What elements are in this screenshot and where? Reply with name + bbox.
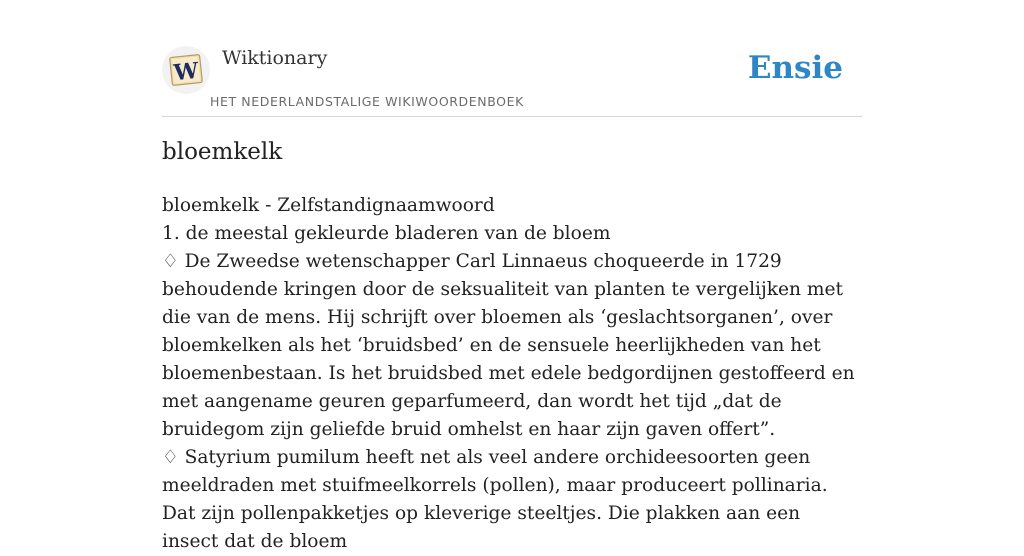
entry-content: [162, 192, 862, 556]
wiktionary-logo[interactable]: [162, 46, 210, 94]
example-sentence: ♢ De Zweedse wetenschapper Carl Linnaeus choqueerde in 1729 behoudende kringen door de seksualiteit van planten te vergelijken met die van de mens. Hij schrijft over bloemen als ‘geslachtsorganen’, over bloemkelken als het ‘bruidsbed’ en de sensuele heerlijkheden van het bloemenbestaan. Is het bruidsbed met edele bedgordijnen gestoffeerd en met aangename geuren geparfumeerd, dan wordt het tijd „dat de bruidegom zijn geliefde bruid omhelst en haar zijn gaven offert”.: [162, 251, 855, 440]
example-sentence: ♢ Satyrium pumilum heeft net als veel andere orchideesoorten geen meeldraden met stuifmeelkorrels (pollen), maar produceert pollinaria. Dat zijn pollenpakketjes op kleverige steeltjes. Die plakken aan een insect dat de bloem: [162, 447, 828, 552]
logo-letter: W: [172, 57, 200, 87]
site-subtitle: HET NEDERLANDSTALIGE WIKIWOORDENBOEK: [210, 94, 524, 109]
wiktionary-logo-icon: [166, 50, 206, 90]
entry-heading: bloemkelk - Zelfstandignaamwoord: [162, 195, 495, 216]
page-title: bloemkelk: [162, 139, 283, 165]
entry-definition: 1. de meestal gekleurde bladeren van de bloem: [162, 223, 611, 244]
site-header: [162, 44, 862, 117]
ensie-logo[interactable]: Ensie: [747, 50, 843, 86]
site-name[interactable]: Wiktionary: [222, 47, 328, 69]
